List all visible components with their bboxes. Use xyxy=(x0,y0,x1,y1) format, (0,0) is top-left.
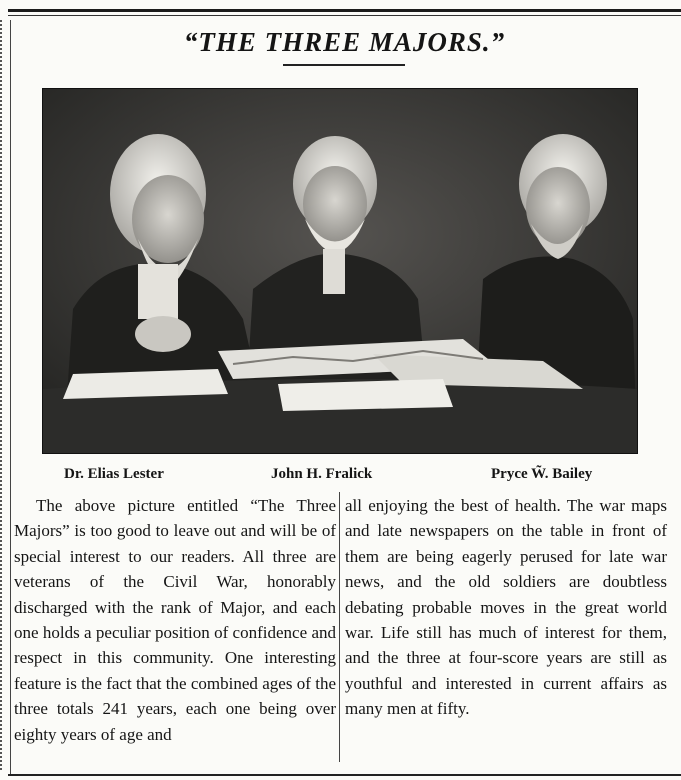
column-border xyxy=(10,20,11,776)
column-divider xyxy=(339,492,340,762)
caption-pryce-bailey: Pryce W̃. Bailey xyxy=(491,466,593,482)
page-left-edge xyxy=(0,20,6,770)
caption-elias-lester: Dr. Elias Lester xyxy=(64,466,164,482)
top-rule-thick xyxy=(8,9,681,12)
bottom-rule xyxy=(8,774,681,776)
body-column-left xyxy=(14,493,336,747)
article-photo xyxy=(42,88,638,454)
top-rule-thin xyxy=(8,15,681,16)
body-column-right xyxy=(345,493,667,722)
title-underline xyxy=(283,64,405,66)
body-paragraph-left: The above picture entitled “The Three Majors” is too good to leave out and will be of special interest to our readers. All three are veterans of the Civil War, honorably discharged with the rank of Major, and each one holds a peculiar position of confidence and respect in this community. One interesting feature is the fact that the combined ages of the three totals 241 years, each one being over eighty years of age and xyxy=(14,496,336,744)
caption-john-fralick: John H. Fralick xyxy=(271,466,373,482)
article-title: “THE THREE MAJORS.” xyxy=(183,27,506,57)
photo-illustration xyxy=(43,89,637,453)
body-paragraph-right: all enjoying the best of health. The war maps and late newspapers on the table in front of them are being eagerly perused for late war news, and the old soldiers are doubtless debating probable moves in the great world war. Life still has much of interest for them, and the three at four-score years are still as youthful and interested in current affairs as many men at fifty. xyxy=(345,496,667,719)
